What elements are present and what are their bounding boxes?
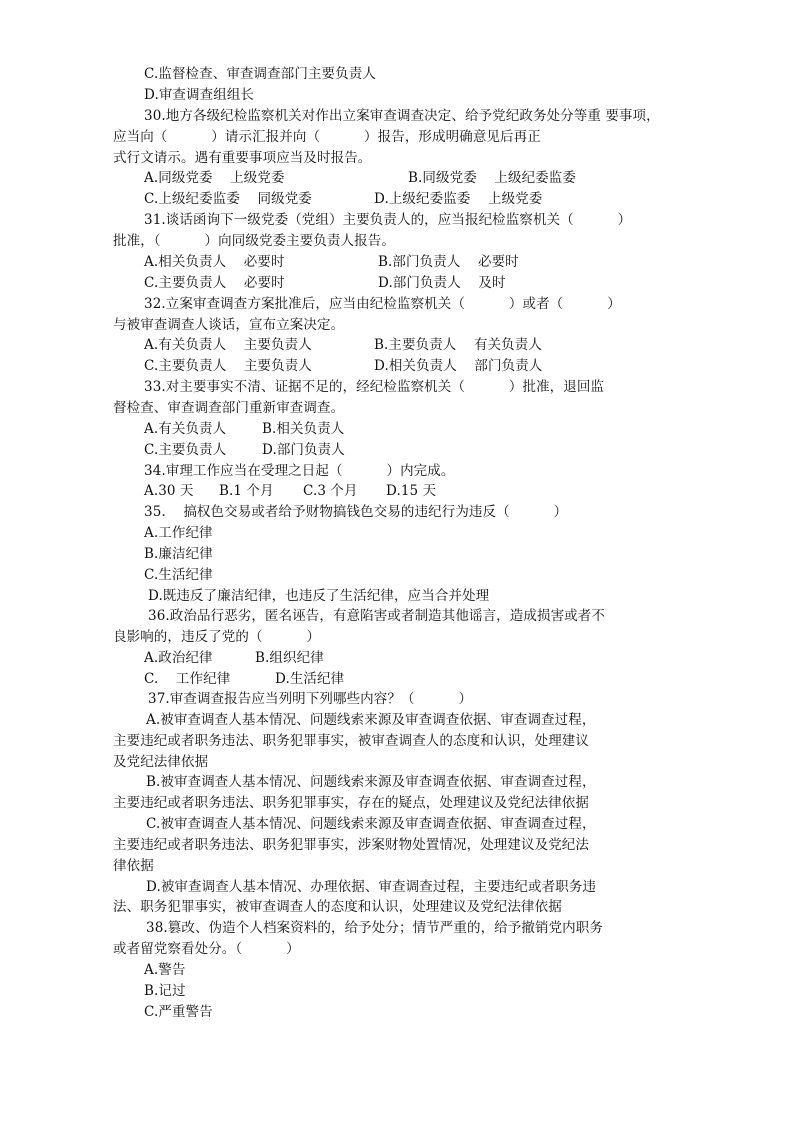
- option-32b: B.主要负责人 有关负责人: [374, 337, 542, 353]
- question-38-line-2: 或者留党察看处分。（ ）: [113, 941, 300, 957]
- option-36a: A.政治纪律: [144, 650, 213, 666]
- option-31d: D.部门负责人 及时: [378, 275, 506, 291]
- option-37a-line-3: 及党纪法律依据: [113, 754, 209, 770]
- question-34: 34.审理工作应当在受理之日起（ ）内完成。: [144, 463, 455, 479]
- option-35d: D.既违反了廉洁纪律，也违反了生活纪律，应当合并处理: [148, 588, 490, 604]
- option-37b-line-1: B.被审查调查人基本情况、问题线索来源及审查调查依据、审查调查过程，: [146, 774, 596, 790]
- question-30-line-3: 式行文请示。遇有重要事项应当及时报告。: [113, 150, 372, 166]
- question-33-line-1: 33.对主要事实不清、证据不足的，经纪检监察机关（ ）批准，退回监: [144, 379, 605, 395]
- option-29d: D.审查调查组组长: [144, 87, 255, 103]
- option-34b: B.1 个月: [219, 483, 274, 499]
- option-36b: B.组织纪律: [255, 650, 324, 666]
- option-37b-line-2: 主要违纪或者职务违法、职务犯罪事实，存在的疑点，处理建议及党纪法律依据: [113, 795, 589, 811]
- option-34d: D.15 天: [386, 483, 437, 499]
- option-30b: B.同级党委 上级纪委监委: [408, 170, 576, 186]
- option-37c-line-3: 律依据: [113, 858, 154, 874]
- question-36-line-1: 36.政治品行恶劣，匿名诬告，有意陷害或者制造其他谣言，造成损害或者不: [148, 608, 605, 624]
- question-32-line-2: 与被审查调查人谈话，宣布立案决定。: [113, 317, 345, 333]
- option-37c-line-1: C.被审查调查人基本情况、问题线索来源及审查调查依据、审查调查过程，: [146, 816, 596, 832]
- option-38c: C.严重警告: [144, 1004, 213, 1020]
- question-32-line-1: 32.立案审查调查方案批准后，应当由纪检监察机关（ ）或者（ ）: [144, 296, 621, 312]
- option-30c: C.上级纪委监委 同级党委: [144, 191, 312, 207]
- option-36d: D.生活纪律: [275, 671, 345, 687]
- question-38-line-1: 38.篡改、伪造个人档案资料的，给予处分；情节严重的，给予撤销党内职务: [146, 920, 603, 936]
- option-36c: C. 工作纪律: [144, 671, 231, 687]
- option-32d: D.相关负责人 部门负责人: [374, 358, 543, 374]
- option-33b: B.相关负责人: [262, 421, 345, 437]
- option-35a: A.工作纪律: [144, 525, 213, 541]
- option-37a-line-1: A.被审查调查人基本情况、问题线索来源及审查调查依据、审查调查过程，: [146, 712, 596, 728]
- option-37a-line-2: 主要违纪或者职务违法、职务犯罪事实，被审查调查人的态度和认识，处理建议: [113, 733, 589, 749]
- option-31c: C.主要负责人 必要时: [144, 275, 285, 291]
- question-31-line-2: 批准，（ ）向同级党委主要负责人报告。: [113, 233, 395, 249]
- option-34c: C.3 个月: [303, 483, 358, 499]
- option-31a: A.相关负责人 必要时: [144, 254, 285, 270]
- option-29c: C.监督检查、审查调查部门主要负责人: [144, 66, 376, 82]
- option-30a: A.同级党委 上级党委: [144, 170, 285, 186]
- option-33a: A.有关负责人: [144, 421, 227, 437]
- option-32a: A.有关负责人 主要负责人: [144, 337, 312, 353]
- option-37d-line-1: D.被审查调查人基本情况、办理依据、审查调查过程，主要违纪或者职务违: [146, 879, 597, 895]
- question-30-line-2: 应当向（ ）请示汇报并向（ ）报告，形成明确意见后再正: [113, 129, 541, 145]
- option-37d-line-2: 法、职务犯罪事实，被审查调查人的态度和认识，处理建议及党纪法律依据: [113, 899, 562, 915]
- question-36-line-2: 良影响的，违反了党的（ ）: [113, 629, 321, 645]
- option-32c: C.主要负责人 主要负责人: [144, 358, 312, 374]
- option-33c: C.主要负责人: [144, 442, 227, 458]
- option-30d: D.上级纪委监委 上级党委: [374, 191, 543, 207]
- option-35c: C.生活纪律: [144, 567, 213, 583]
- question-33-line-2: 督检查、审查调查部门重新审查调查。: [113, 400, 345, 416]
- question-31-line-1: 31.谈话函询下一级党委（党组）主要负责人的，应当报纪检监察机关（ ）: [144, 212, 632, 228]
- option-31b: B.部门负责人 必要时: [378, 254, 519, 270]
- option-33d: D.部门负责人: [262, 442, 345, 458]
- question-37: 37.审查调查报告应当列明下列哪些内容？（ ）: [148, 691, 473, 707]
- option-38a: A.警告: [144, 962, 186, 978]
- option-35b: B.廉洁纪律: [144, 546, 213, 562]
- option-38b: B.记过: [144, 983, 186, 999]
- option-34a: A.30 天: [144, 483, 194, 499]
- question-35: 35. 搞权色交易或者给予财物搞钱色交易的违纪行为违反（ ）: [144, 504, 568, 520]
- option-37c-line-2: 主要违纪或者职务违法、职务犯罪事实，涉案财物处置情况，处理建议及党纪法: [113, 837, 589, 853]
- question-30-line-1: 30.地方各级纪检监察机关对作出立案审查调查决定、给予党纪政务处分等重 要事项，: [144, 108, 660, 124]
